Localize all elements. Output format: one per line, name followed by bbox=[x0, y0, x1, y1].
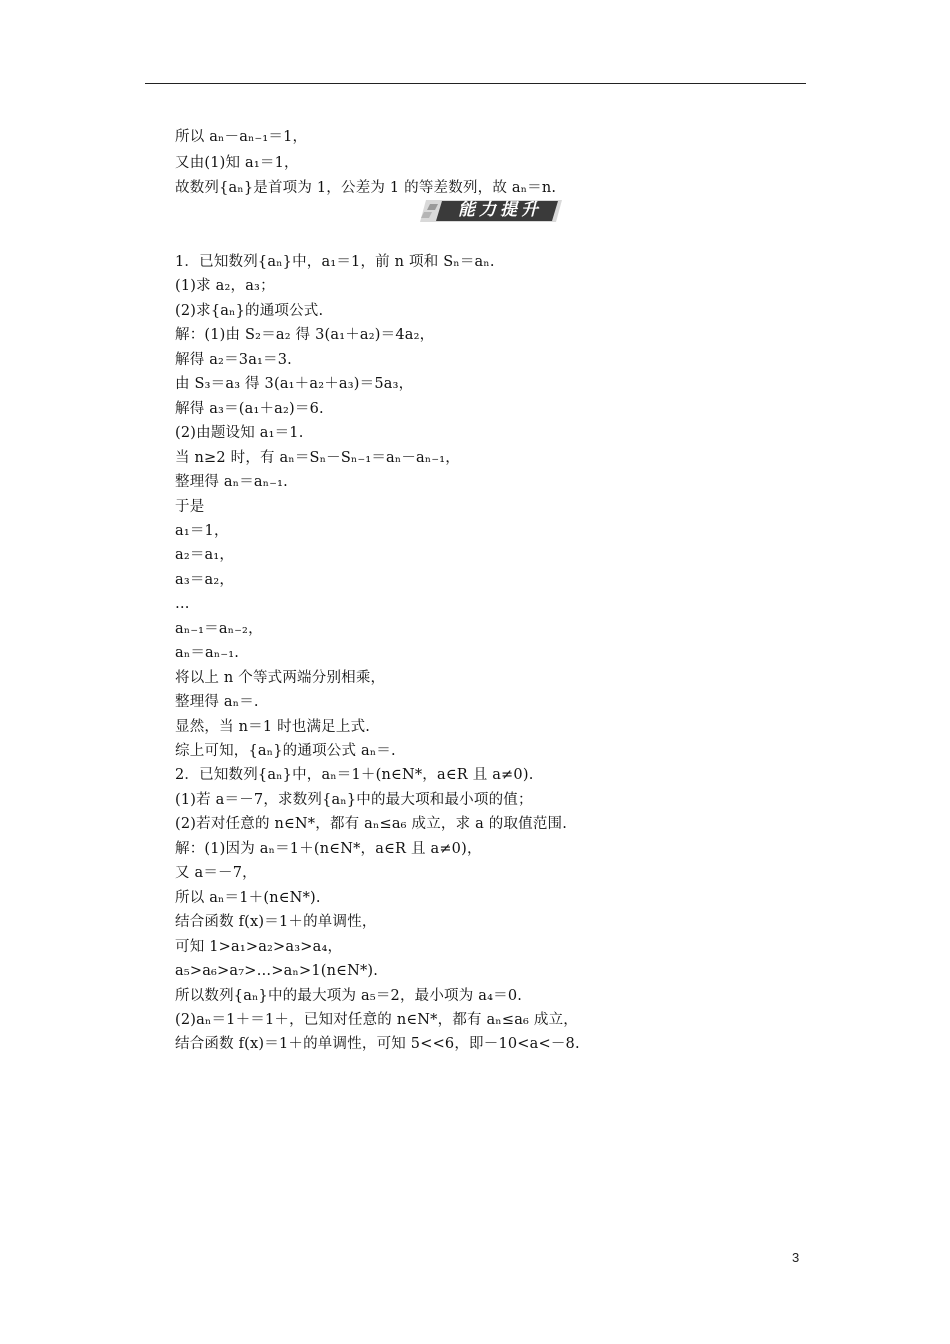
body-line: 2．已知数列{aₙ}中，aₙ＝1＋(n∈N*，a∈R 且 a≠0). bbox=[175, 767, 534, 783]
body-line: a₂＝a₁， bbox=[175, 547, 235, 563]
body-line: 结合函数 f(x)＝1＋的单调性， bbox=[175, 914, 377, 930]
body-line: 结合函数 f(x)＝1＋的单调性，可知 5<<6，即－10<a<－8. bbox=[175, 1036, 580, 1052]
body-line: (2)由题设知 a₁＝1. bbox=[175, 425, 304, 441]
page-number: 3 bbox=[792, 1250, 800, 1265]
body-line: 解：(1)因为 aₙ＝1＋(n∈N*，a∈R 且 a≠0)， bbox=[175, 841, 482, 857]
body-line: (2)aₙ＝1＋＝1＋，已知对任意的 n∈N*，都有 aₙ≤a₆ 成立， bbox=[175, 1012, 578, 1028]
intro-line: 故数列{aₙ}是首项为 1，公差为 1 的等差数列，故 aₙ＝n. bbox=[175, 180, 557, 196]
body-line: (2)若对任意的 n∈N*，都有 aₙ≤a₆ 成立，求 a 的取值范围. bbox=[175, 816, 568, 832]
body-line: 整理得 aₙ＝. bbox=[175, 694, 259, 710]
body-line: a₁＝1， bbox=[175, 523, 229, 539]
body-line: a₅>a₆>a₇>…>aₙ>1(n∈N*). bbox=[175, 963, 379, 979]
body-line: 整理得 aₙ＝aₙ₋₁. bbox=[175, 474, 288, 490]
body-line: 1．已知数列{aₙ}中，a₁＝1，前 n 项和 Sₙ＝aₙ. bbox=[175, 254, 495, 270]
header-rule bbox=[145, 83, 806, 84]
body-line: 解得 a₃＝(a₁＋a₂)＝6. bbox=[175, 401, 324, 417]
body-line: 当 n≥2 时，有 aₙ＝Sₙ－Sₙ₋₁＝aₙ－aₙ₋₁， bbox=[175, 450, 460, 466]
body-line: 可知 1>a₁>a₂>a₃>a₄， bbox=[175, 939, 343, 955]
body-line: 解：(1)由 S₂＝a₂ 得 3(a₁＋a₂)＝4a₂， bbox=[175, 327, 435, 343]
body-line: a₃＝a₂， bbox=[175, 572, 235, 588]
body-line: (2)求{aₙ}的通项公式. bbox=[175, 303, 324, 319]
body-line: (1)求 a₂，a₃； bbox=[175, 278, 275, 294]
body-line: … bbox=[175, 596, 190, 612]
body-line: 所以 aₙ＝1＋(n∈N*). bbox=[175, 890, 321, 906]
body-line: 综上可知，{aₙ}的通项公式 aₙ＝. bbox=[175, 743, 396, 759]
intro-line: 又由(1)知 a₁＝1， bbox=[175, 155, 299, 171]
body-line: 由 S₃＝a₃ 得 3(a₁＋a₂＋a₃)＝5a₃， bbox=[175, 376, 414, 392]
section-banner-title: 能力提升 bbox=[458, 200, 542, 220]
body-line: 所以数列{aₙ}中的最大项为 a₅＝2，最小项为 a₄＝0. bbox=[175, 988, 523, 1004]
body-line: 解得 a₂＝3a₁＝3. bbox=[175, 352, 292, 368]
body-line: 将以上 n 个等式两端分别相乘， bbox=[175, 670, 386, 686]
body-line: 显然，当 n＝1 时也满足上式. bbox=[175, 719, 371, 735]
body-line: (1)若 a＝－7，求数列{aₙ}中的最大项和最小项的值； bbox=[175, 792, 533, 808]
body-line: 又 a＝－7， bbox=[175, 865, 257, 881]
body-line: aₙ₋₁＝aₙ₋₂， bbox=[175, 621, 263, 637]
body-line: 于是 bbox=[175, 499, 205, 515]
intro-line: 所以 aₙ－aₙ₋₁＝1， bbox=[175, 129, 308, 145]
body-line: aₙ＝aₙ₋₁. bbox=[175, 645, 240, 661]
section-banner bbox=[420, 198, 562, 224]
